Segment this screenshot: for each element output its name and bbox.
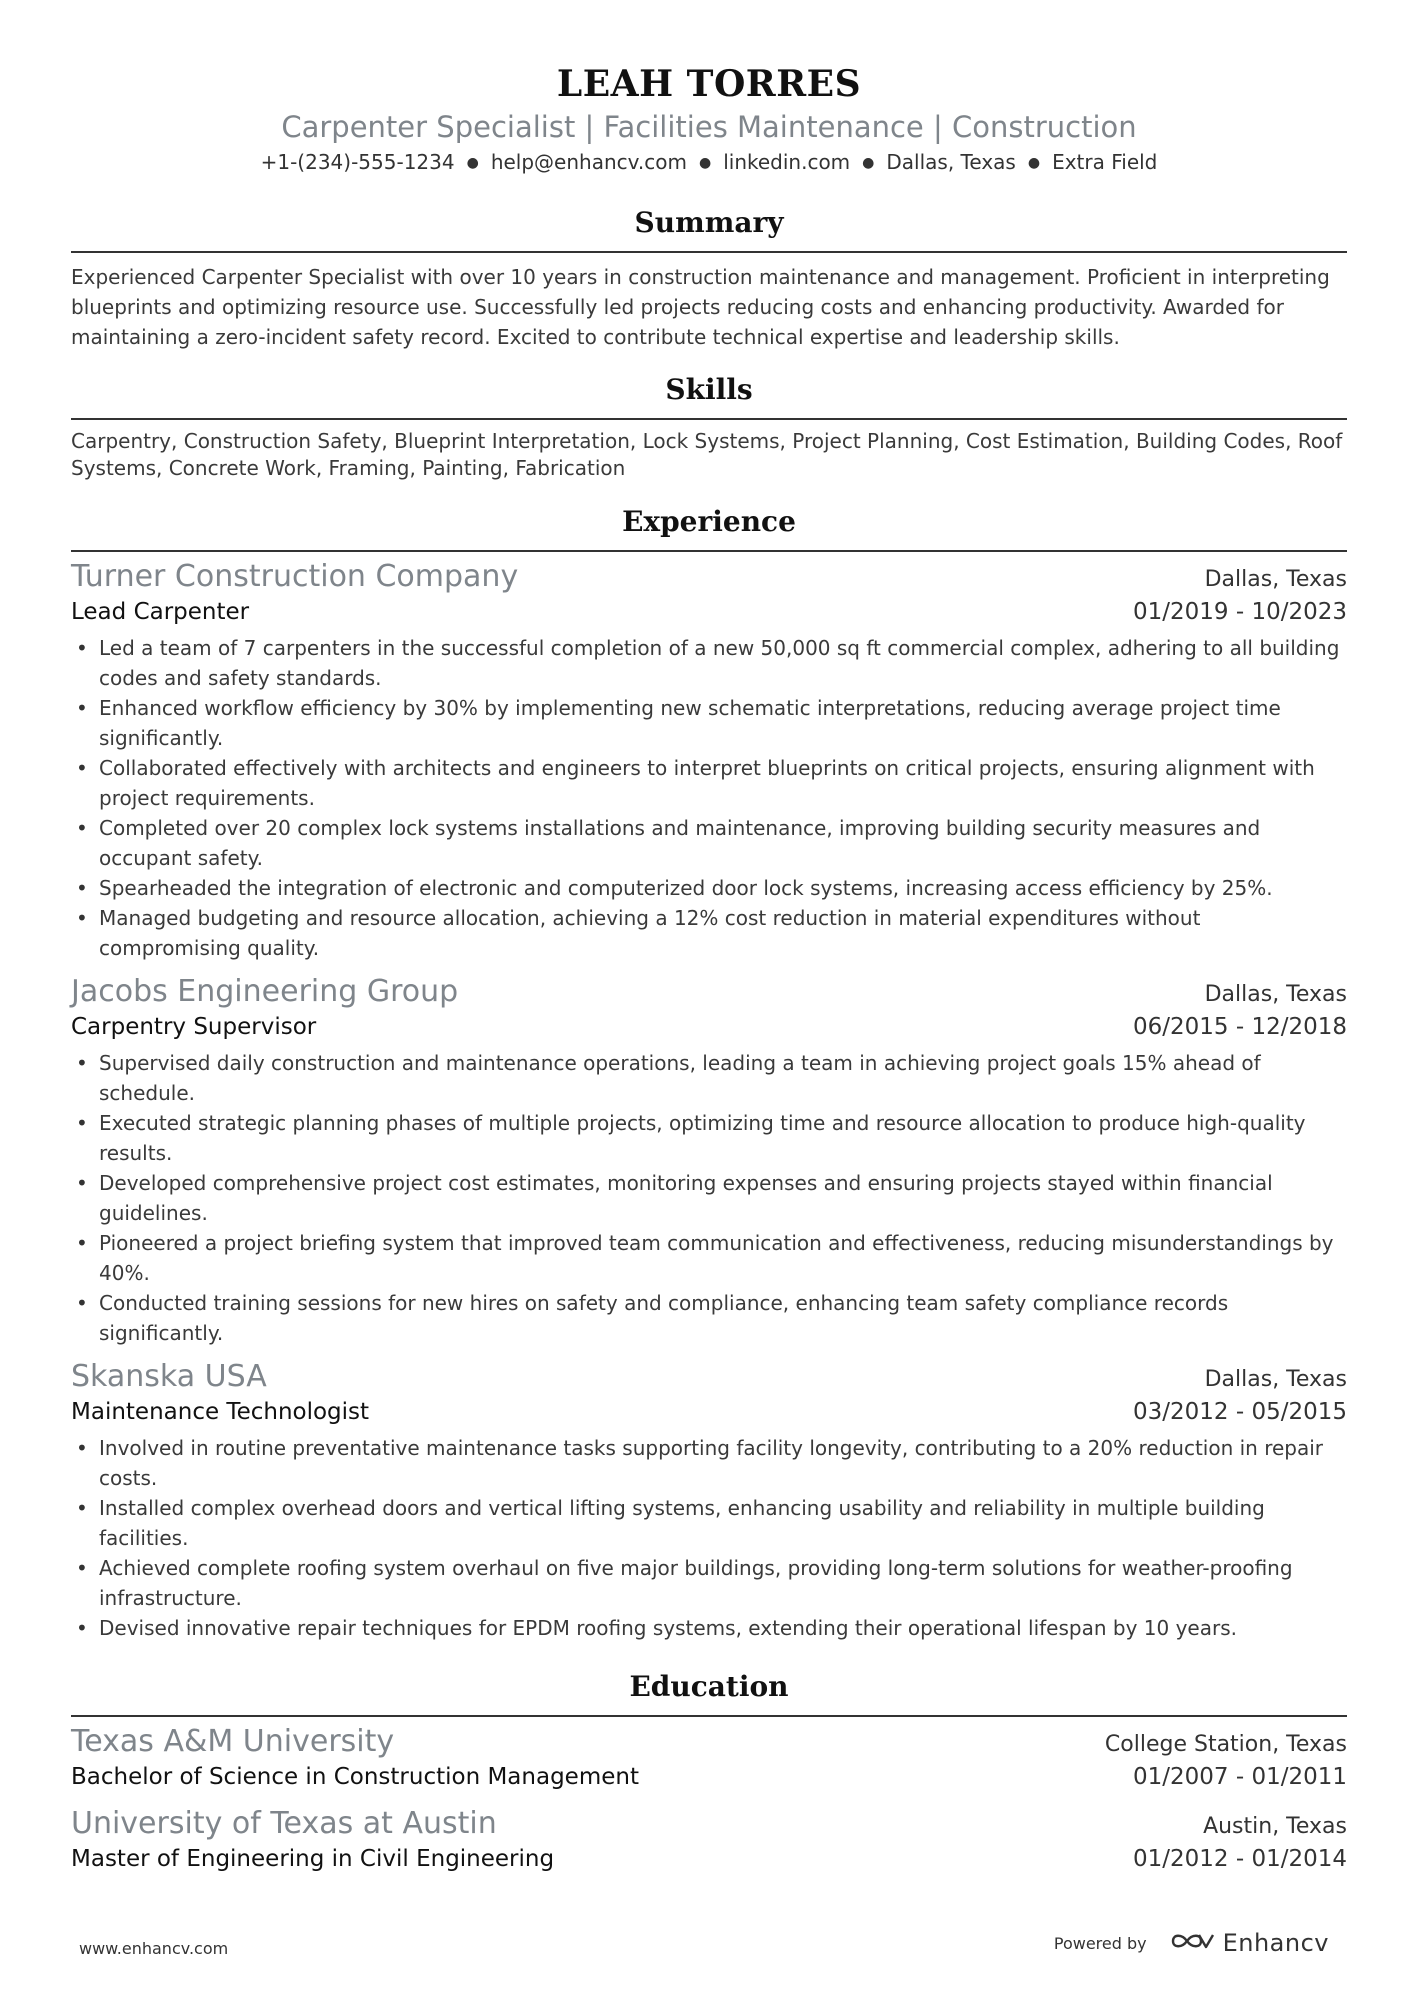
achievement-item: • Spearheaded the integration of electronic and computerized door lock systems, increasing access efficiency by 25%. — [71, 873, 1347, 903]
enhancv-brand[interactable] — [1169, 1929, 1329, 1957]
experience-title: Experience — [71, 504, 1347, 552]
job-title: Carpentry Supervisor — [71, 1014, 317, 1040]
achievement-item: • Devised innovative repair techniques for EPDM roofing systems, extending their operational lifespan by 10 years. — [71, 1613, 1347, 1643]
enhancv-logo-icon-svg — [1169, 1929, 1215, 1953]
education-dates: 01/2007 - 01/2011 — [1132, 1764, 1347, 1790]
enhancv-logo-icon — [1169, 1929, 1215, 1957]
job-dates: 03/2012 - 05/2015 — [1132, 1399, 1347, 1425]
enhancv-brand-name: Enhancv — [1222, 1929, 1329, 1957]
education-dates: 01/2012 - 01/2014 — [1132, 1846, 1347, 1872]
powered-by-block — [1054, 1929, 1329, 1957]
achievement-item: • Achieved complete roofing system overhaul on five major buildings, providing long-term solutions for weather-proofing infrastructure. — [71, 1553, 1347, 1613]
education-section — [71, 1669, 1347, 1875]
achievement-item: • Enhanced workflow efficiency by 30% by implementing new schematic interpretations, reducing average project time significantly. — [71, 693, 1347, 753]
achievement-list — [71, 633, 1347, 963]
summary-text: Experienced Carpenter Specialist with over 10 years in construction maintenance and management. Proficient in interpreting blueprints and optimizing resource use. Successfully led projects reducing costs and enhancing productivity. Awarded for maintaining a zero-incident safety record. Excited to contribute technical expertise and leadership skills. — [71, 265, 1330, 349]
school-location: College Station, Texas — [1104, 1732, 1347, 1757]
job-title: Maintenance Technologist — [71, 1399, 370, 1425]
degree-name: Bachelor of Science in Construction Management — [71, 1764, 639, 1790]
company-name: Skanska USA — [71, 1359, 267, 1394]
company-name: Turner Construction Company — [71, 559, 519, 594]
candidate-headline: Carpenter Specialist | Facilities Maintenance | Construction — [281, 110, 1137, 144]
footer-website-link[interactable]: www.enhancv.com — [79, 1939, 229, 1958]
skills-title: Skills — [71, 372, 1347, 420]
achievement-item: • Collaborated effectively with architects and engineers to interpret blueprints on critical projects, ensuring alignment with project requirements. — [71, 753, 1347, 813]
job-dates: 06/2015 - 12/2018 — [1132, 1014, 1347, 1040]
contact-extra-field: Extra Field — [1052, 150, 1158, 174]
degree-name: Master of Engineering in Civil Engineering — [71, 1846, 555, 1872]
summary-title: Summary — [71, 205, 1347, 253]
candidate-name: LEAH TORRES — [556, 63, 862, 105]
contact-phone: +1-(234)-555-1234 — [260, 150, 455, 174]
achievement-list — [71, 1433, 1347, 1643]
summary-section — [71, 205, 1347, 352]
achievement-item: • Pioneered a project briefing system that improved team communication and effectiveness, reducing misunderstandings by 40%. — [71, 1228, 1347, 1288]
experience-entry — [71, 558, 1347, 963]
achievement-list — [71, 1048, 1347, 1348]
achievement-item: • Managed budgeting and resource allocation, achieving a 12% cost reduction in material expenditures without compromising quality. — [71, 903, 1347, 963]
job-title: Lead Carpenter — [71, 599, 250, 625]
achievement-item: • Completed over 20 complex lock systems installations and maintenance, improving building security measures and occupant safety. — [71, 813, 1347, 873]
education-title: Education — [71, 1669, 1347, 1717]
job-dates: 01/2019 - 10/2023 — [1132, 599, 1347, 625]
company-name: Jacobs Engineering Group — [71, 974, 459, 1009]
achievement-item: • Executed strategic planning phases of multiple projects, optimizing time and resource allocation to produce high-quality results. — [71, 1108, 1347, 1168]
page-footer — [79, 1929, 1329, 1969]
job-location: Dallas, Texas — [1204, 1367, 1347, 1392]
job-location: Dallas, Texas — [1204, 567, 1347, 592]
achievement-item: • Installed complex overhead doors and vertical lifting systems, enhancing usability and reliability in multiple building facilities. — [71, 1493, 1347, 1553]
achievement-item: • Involved in routine preventative maintenance tasks supporting facility longevity, contributing to a 20% reduction in repair costs. — [71, 1433, 1347, 1493]
contact-location: Dallas, Texas — [886, 150, 1016, 174]
contact-info — [71, 148, 1347, 177]
achievement-item: • Supervised daily construction and maintenance operations, leading a team in achieving project goals 15% ahead of schedule. — [71, 1048, 1347, 1108]
bullet-separator: ● — [1027, 155, 1041, 171]
education-entry — [71, 1723, 1347, 1793]
education-entry — [71, 1805, 1347, 1875]
achievement-item: • Conducted training sessions for new hires on safety and compliance, enhancing team safety compliance records significantly. — [71, 1288, 1347, 1348]
school-name: University of Texas at Austin — [71, 1806, 497, 1841]
resume-header — [71, 62, 1347, 177]
school-location: Austin, Texas — [1203, 1814, 1347, 1839]
bullet-separator: ● — [698, 155, 712, 171]
contact-email: help@enhancv.com — [490, 150, 687, 174]
resume-page — [71, 62, 1347, 1875]
skills-section — [71, 372, 1347, 482]
powered-by-label: Powered by — [1053, 1933, 1147, 1953]
achievement-item: • Led a team of 7 carpenters in the successful completion of a new 50,000 sq ft commercial complex, adhering to all building codes and safety standards. — [71, 633, 1347, 693]
experience-section — [71, 504, 1347, 1643]
experience-entry — [71, 1358, 1347, 1643]
experience-entry — [71, 973, 1347, 1348]
achievement-item: • Developed comprehensive project cost estimates, monitoring expenses and ensuring projects stayed within financial guidelines. — [71, 1168, 1347, 1228]
contact-linkedin: linkedin.com — [723, 150, 851, 174]
bullet-separator: ● — [862, 155, 875, 171]
skills-list: Carpentry, Construction Safety, Blueprint Interpretation, Lock Systems, Project Planning, Cost Estimation, Building Codes, Roof Systems, Concrete Work, Framing, Painting, Fabrication — [71, 429, 1343, 480]
school-name: Texas A&M University — [71, 1724, 395, 1759]
bullet-separator: ● — [466, 155, 479, 171]
job-location: Dallas, Texas — [1204, 982, 1347, 1007]
